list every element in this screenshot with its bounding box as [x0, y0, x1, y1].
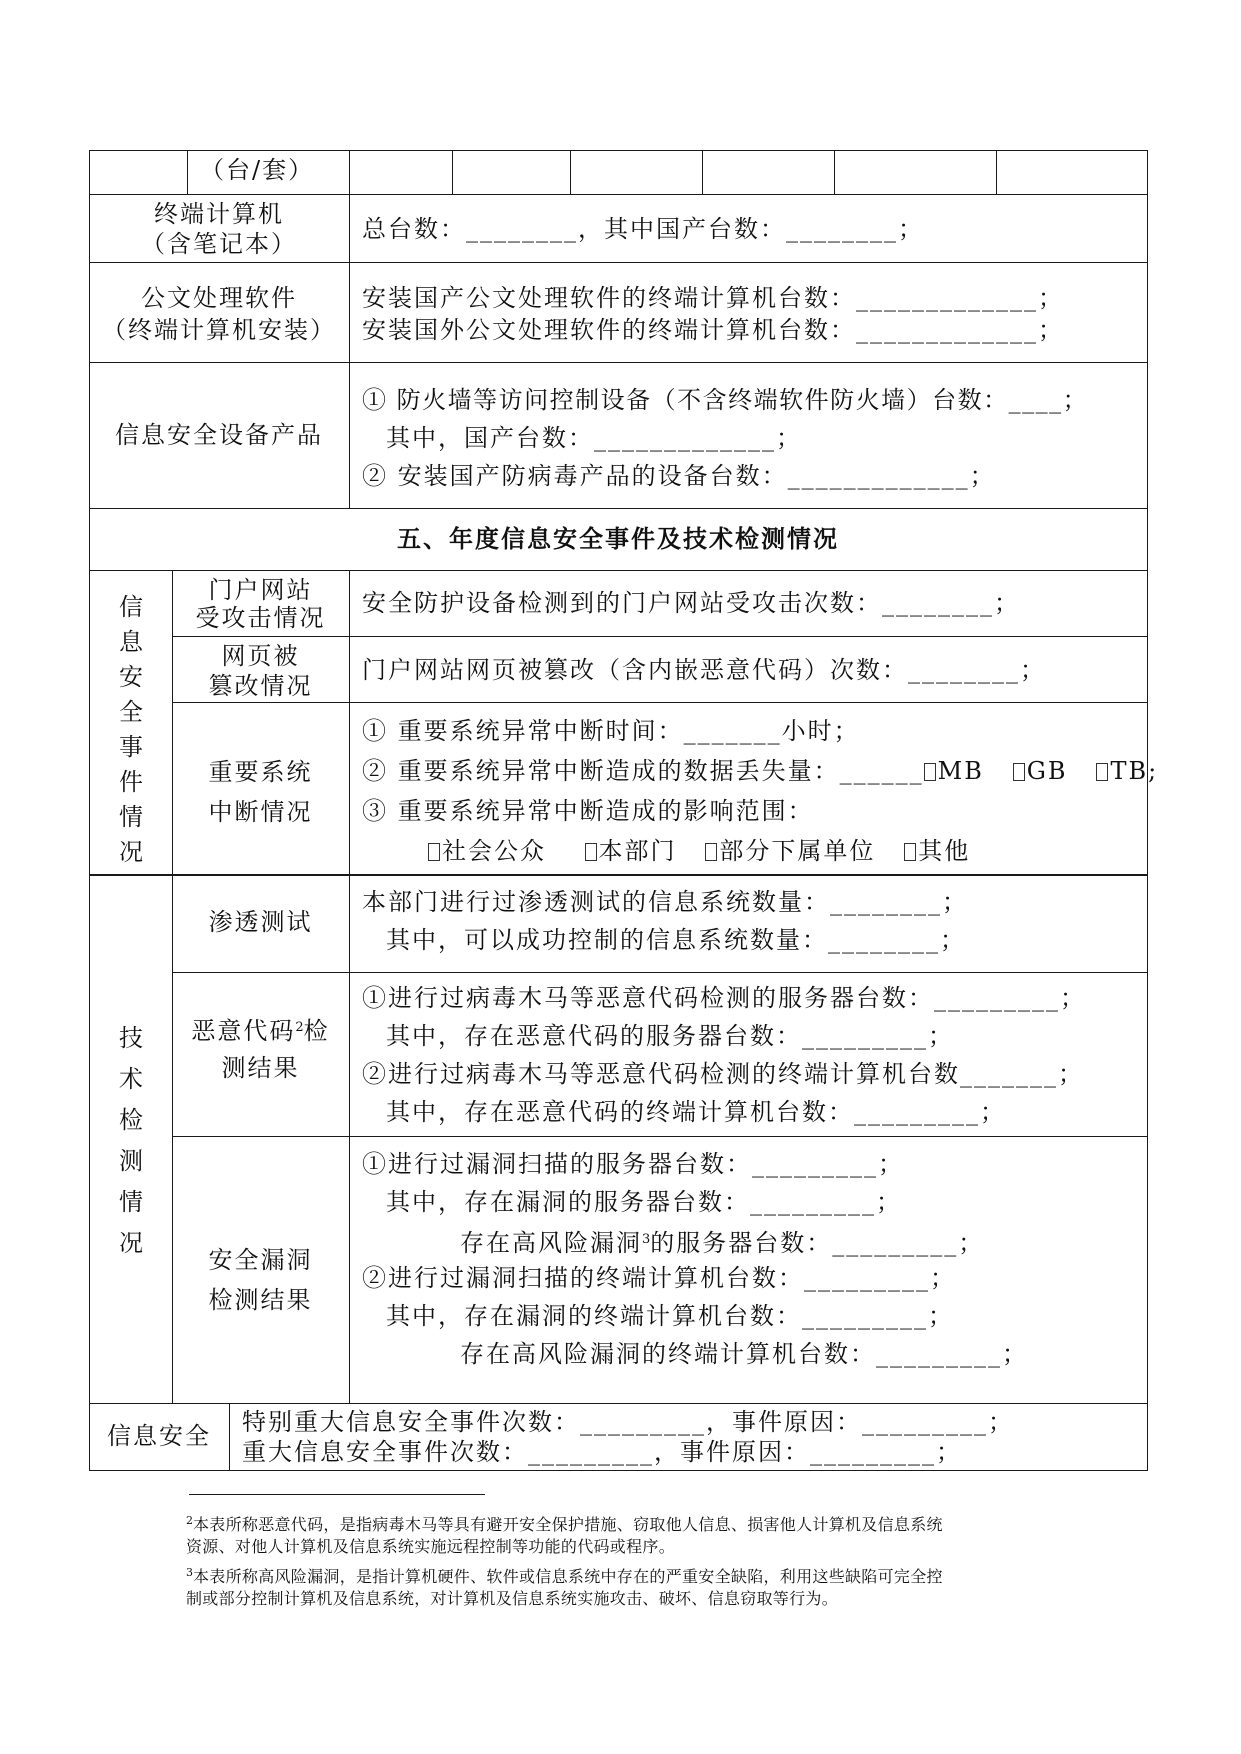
unit-mb: MB: [937, 757, 984, 785]
pentest-line1: 本部门进行过渗透测试的信息系统数量：________；: [362, 888, 968, 916]
malware-line4: 其中，存在恶意代码的终端计算机台数：_________；: [386, 1098, 1006, 1126]
interrupt-line1: ① 重要系统异常中断时间：_______小时；: [362, 717, 860, 745]
footnote-3-line2: 制或部分控制计算机及信息系统，对计算机及信息系统实施攻击、破坏、信息窃取等行为。: [186, 1589, 839, 1608]
office-software-line2: 安装国外公文处理软件的终端计算机台数：_____________；: [362, 316, 1064, 344]
unit-gb: GB: [1026, 757, 1068, 785]
vuln-line3: [460, 1222, 984, 1261]
checkbox-department[interactable]: [585, 843, 597, 861]
pentest-line2: 其中，可以成功控制的信息系统数量：________；: [386, 926, 966, 954]
malware-label-a: 恶意代码: [191, 1017, 296, 1045]
vuln-line2: 其中，存在漏洞的服务器台数：_________；: [386, 1188, 902, 1216]
vuln-line5: 其中，存在漏洞的终端计算机台数：_________；: [386, 1302, 954, 1330]
vuln-line4: ②进行过漏洞扫描的终端计算机台数：_________；: [362, 1264, 956, 1292]
interrupt-label-line1: 重要系统: [208, 758, 313, 786]
malware-label-b: 检: [303, 1017, 330, 1045]
checkbox-public[interactable]: [428, 843, 440, 861]
unit-label: （台/套）: [200, 156, 315, 184]
security-products-label: 信息安全设备产品: [115, 421, 323, 449]
vuln-label-line2: 检测结果: [208, 1286, 313, 1314]
footnote-2-line2: 资源、对他人计算机及信息系统实施远程控制等功能的代码或程序。: [186, 1537, 676, 1556]
interrupt-line3: ③ 重要系统异常中断造成的影响范围：: [362, 797, 814, 825]
tamper-label-line1: 网页被: [221, 642, 300, 670]
interrupt-label-line2: 中断情况: [208, 798, 313, 826]
checkbox-gb[interactable]: [1013, 763, 1025, 781]
security-products-line3: ② 安装国产防病毒产品的设备台数：_____________；: [362, 462, 996, 490]
checkbox-other[interactable]: [904, 843, 916, 861]
vuln-line6: 存在高风险漏洞的终端计算机台数：_________；: [460, 1340, 1028, 1368]
pentest-label: 渗透测试: [208, 908, 313, 936]
tamper-label-line2: 篡改情况: [208, 672, 313, 700]
terminal-label-line2: （含笔记本）: [141, 230, 297, 258]
security-products-line2: 其中，国产台数：_____________；: [386, 424, 802, 452]
footnote-3-text: 本表所称高风险漏洞，是指计算机硬件、软件或信息系统中存在的严重安全缺陷，利用这些缺陷可完全控: [193, 1567, 943, 1586]
footnote-2-marker: 2: [186, 1514, 193, 1527]
scope-department: 本部门: [598, 837, 677, 865]
malware-line2: 其中，存在恶意代码的服务器台数：_________；: [386, 1022, 954, 1050]
portal-attack-label-line2: 受攻击情况: [195, 604, 326, 632]
malware-label-line1: [172, 1010, 349, 1049]
portal-attack-label-line1: 门户网站: [208, 576, 313, 604]
footnote-3-marker: 3: [186, 1566, 193, 1579]
unit-tb: TB;: [1110, 757, 1159, 785]
vuln-line3-a: 存在高风险漏洞: [460, 1229, 642, 1257]
scope-subunits: 部分下属单位: [719, 837, 876, 865]
tech-group-label: 技术检测情况: [119, 1024, 143, 1257]
vuln-line1: ①进行过漏洞扫描的服务器台数：_________；: [362, 1150, 904, 1178]
bottom-line2: 重大信息安全事件次数：_________，事件原因：_________；: [242, 1438, 962, 1466]
security-products-line1: ① 防火墙等访问控制设备（不含终端软件防火墙）台数：____；: [362, 386, 1089, 414]
malware-line3: ②进行过病毒木马等恶意代码检测的终端计算机台数_______；: [362, 1060, 1084, 1088]
office-software-line1: 安装国产公文处理软件的终端计算机台数：_____________；: [362, 284, 1064, 312]
interrupt-scope-options: [428, 833, 970, 869]
incidents-group-label: 信息安全事件情况: [119, 593, 143, 866]
checkbox-tb[interactable]: [1096, 763, 1108, 781]
scope-other: 其他: [918, 837, 971, 865]
section5-title: 五、年度信息安全事件及技术检测情况: [397, 525, 839, 553]
footnote-separator: [189, 1494, 485, 1495]
footnote-2-text: 本表所称恶意代码，是指病毒木马等具有避开安全保护措施、窃取他人信息、损害他人计算机及信息系统: [193, 1515, 943, 1534]
malware-label-sup: 2: [295, 1020, 304, 1035]
malware-line1: ①进行过病毒木马等恶意代码检测的服务器台数：_________；: [362, 984, 1086, 1012]
interrupt-line2-text: ② 重要系统异常中断造成的数据丢失量：______: [362, 757, 924, 785]
office-software-label-line2: （终端计算机安装）: [102, 316, 336, 344]
scope-public: 社会公众: [442, 837, 546, 865]
checkbox-subunits[interactable]: [705, 843, 717, 861]
portal-attack-content: 安全防护设备检测到的门户网站受攻击次数：________；: [362, 589, 1020, 617]
checkbox-mb[interactable]: [924, 763, 936, 781]
vuln-line3-sup: 3: [642, 1232, 651, 1247]
terminal-content: 总台数：________，其中国产台数：________；: [362, 215, 924, 243]
office-software-label-line1: 公文处理软件: [141, 284, 297, 312]
tamper-content: 门户网站网页被篡改（含内嵌恶意代码）次数：________；: [362, 656, 1046, 684]
bottom-line1: 特别重大信息安全事件次数：_________，事件原因：_________；: [242, 1408, 1014, 1436]
terminal-label-line1: 终端计算机: [154, 200, 284, 228]
malware-label-line2: 测结果: [221, 1054, 300, 1082]
interrupt-line2: [362, 753, 1158, 789]
vuln-line3-b: 的服务器台数：_________；: [650, 1229, 985, 1257]
bottom-label: 信息安全: [107, 1422, 211, 1450]
vuln-label-line1: 安全漏洞: [208, 1246, 313, 1274]
